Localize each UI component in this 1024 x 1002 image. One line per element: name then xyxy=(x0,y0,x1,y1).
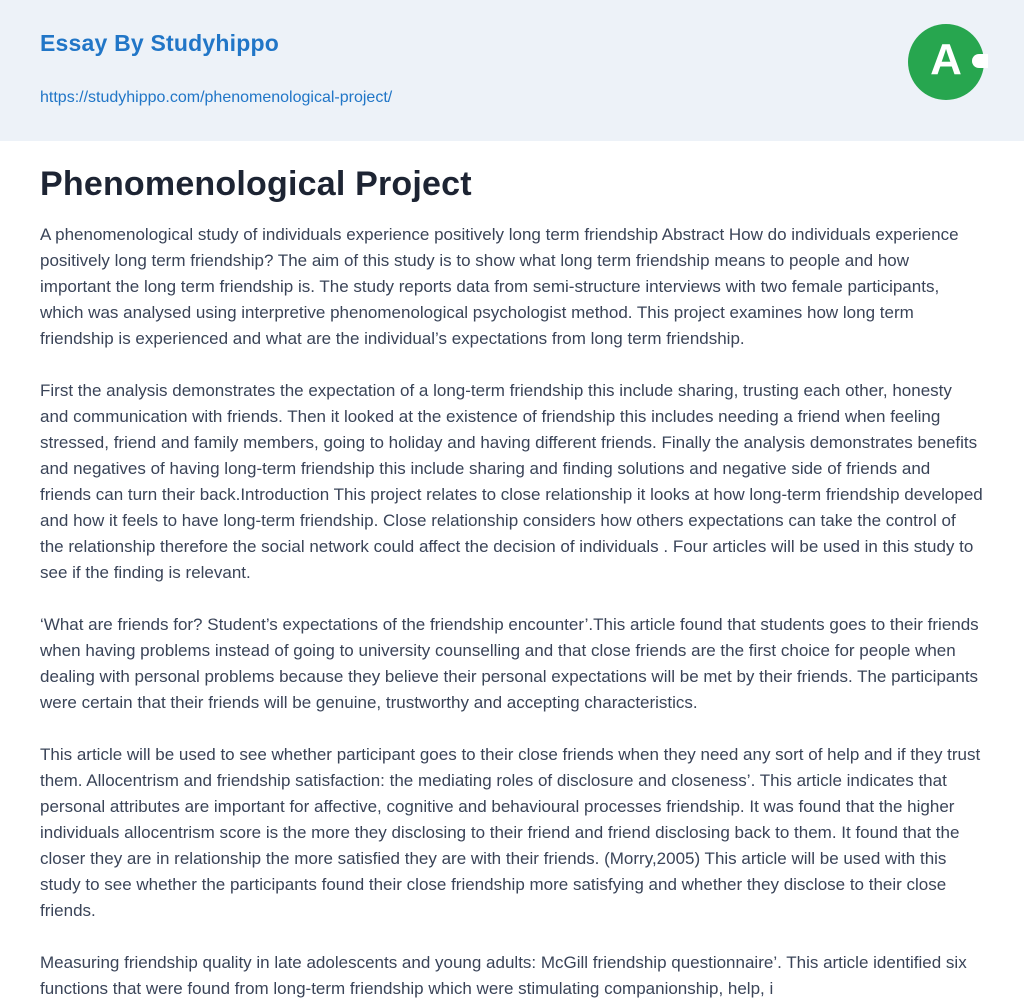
article-paragraph: First the analysis demonstrates the expectation of a long-term friendship this include sharing, trusting each other, honesty and communication with friends. Then it looked at the existence of friendship this includes needing a friend when feeling stressed, friend and family members, going to holiday and having different friends. Finally the analysis demonstrates benefits and negatives of having long-term friendship this include sharing and finding solutions and negative side of friends and friends can turn their back.Introduction This project relates to close relationship it looks at how long-term friendship developed and how it feels to have long-term friendship. Close relationship considers how others expectations can take the control of the relationship therefore the social network could affect the decision of individuals . Four articles will be used in this study to see if the finding is relevant. xyxy=(40,381,983,582)
article-paragraph: This article will be used to see whether participant goes to their close friends when they need any sort of help and if they trust them. Allocentrism and friendship satisfaction: the mediating roles of disclosure and closeness’. This article indicates that personal attributes are important for affective, cognitive and behavioural processes friendship. It was found that the higher individuals allocentrism score is the more they disclosing to their friend and friend disclosing back to them. It found that the closer they are in relationship the more satisfied they are with their friends. (Morry,2005) This article will be used with this study to see whether the participants found their close friendship more satisfying and whether they disclose to their close friends. xyxy=(40,745,981,920)
page-title: Phenomenological Project xyxy=(40,165,472,203)
article-paragraph: A phenomenological study of individuals experience positively long term friendship Abstract How do individuals experience positively long term friendship? The aim of this study is to show what long term friendship means to people and how important the long term friendship is. The study reports data from semi-structure interviews with two female participants, which was analysed using interpretive phenomenological psychologist method. This project examines how long term friendship is experienced and what are the individual’s expectations from long term friendship. xyxy=(40,225,959,348)
logo-letter: A xyxy=(930,35,962,84)
source-url-link[interactable]: https://studyhippo.com/phenomenological-project/ xyxy=(40,89,393,106)
page-header xyxy=(0,0,1024,141)
header-byline: Essay By Studyhippo xyxy=(40,30,279,56)
article xyxy=(0,141,1024,1002)
studyhippo-logo[interactable] xyxy=(908,24,984,100)
article-paragraph: ‘What are friends for? Student’s expectations of the friendship encounter’.This article found that students goes to their friends when having problems instead of going to university counselling and that close friends are the first choice for people when dealing with personal problems because they believe their personal expectations will be met by their friends. The participants were certain that their friends will be genuine, trustworthy and accepting characteristics. xyxy=(40,615,979,712)
logo-circle-icon xyxy=(908,24,984,100)
article-paragraph: Measuring friendship quality in late adolescents and young adults: McGill friendship questionnaire’. This article identified six functions that were found from long-term friendship which were stimulating companionship, help, i xyxy=(40,953,967,998)
article-body xyxy=(40,222,984,1002)
